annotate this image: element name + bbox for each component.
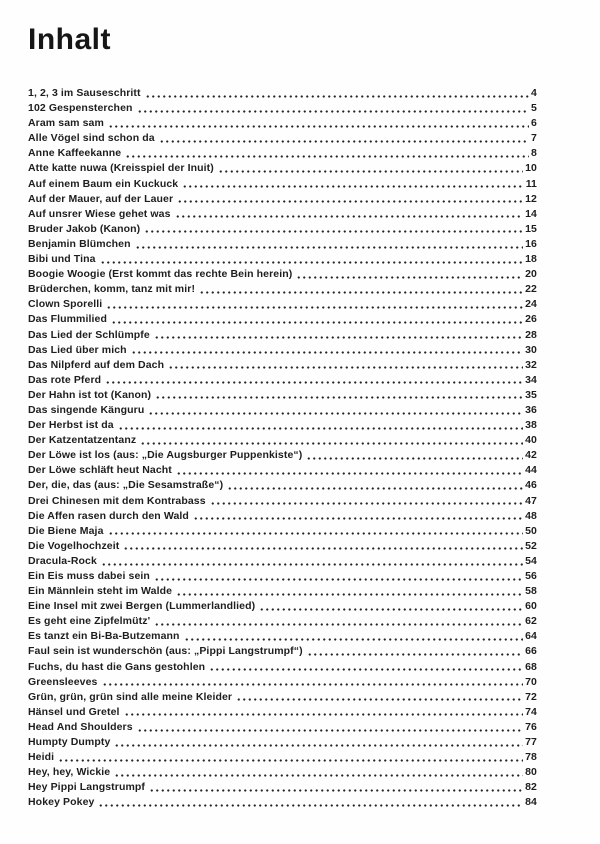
- toc-entry-page: 34: [525, 373, 537, 386]
- toc-entry: [28, 478, 537, 493]
- toc-entry: [28, 146, 537, 161]
- toc-entry-title: Humpty Dumpty: [28, 736, 111, 749]
- toc-entry: [28, 237, 537, 252]
- toc-entry: [28, 116, 537, 131]
- dot-leader: [176, 192, 523, 207]
- toc-entry: [28, 252, 537, 267]
- toc-entry: [28, 433, 537, 448]
- dot-leader: [174, 207, 524, 222]
- toc-entry-page: 56: [525, 570, 537, 582]
- toc-entry: [28, 328, 537, 343]
- toc-entry: [28, 161, 537, 176]
- toc-entry-page: 12: [525, 192, 537, 205]
- toc-entry-page: 54: [525, 554, 537, 567]
- toc-entry-page: 28: [525, 328, 537, 341]
- dot-leader: [144, 86, 529, 101]
- toc-entry-page: 10: [525, 162, 537, 175]
- toc-entry-page: 42: [525, 449, 537, 462]
- toc-entry: [28, 403, 537, 418]
- page-title: Inhalt: [28, 23, 111, 56]
- toc-entry-title: Benjamin Blümchen: [28, 237, 131, 250]
- toc-entry-page: 30: [525, 343, 537, 356]
- dot-leader: [139, 433, 523, 448]
- dot-leader: [154, 388, 523, 403]
- toc-entry-title: Hey Pippi Langstrumpf: [28, 781, 146, 794]
- toc-entry: [28, 343, 537, 358]
- toc-entry-title: Das singende Känguru: [28, 403, 145, 416]
- toc-entry-page: 32: [525, 358, 537, 371]
- toc-entry-title: Der Löwe ist los (aus: „Die Augsburger Puppenkiste“): [28, 449, 303, 462]
- toc-entry-title: 1, 2, 3 im Sauseschritt: [28, 87, 141, 99]
- toc-entry-title: Die Biene Maja: [28, 524, 104, 537]
- toc-entry: [28, 463, 537, 478]
- dot-leader: [101, 675, 524, 690]
- toc-entry-title: Bibi und Tina: [28, 253, 96, 266]
- dot-leader: [153, 569, 523, 584]
- toc-entry-title: Heidi: [28, 751, 55, 764]
- dot-leader: [123, 705, 524, 720]
- toc-entry-page: 80: [525, 766, 537, 779]
- toc-entry: [28, 222, 537, 237]
- toc-entry: [28, 131, 537, 146]
- toc-entry-page: 82: [525, 781, 537, 794]
- toc-entry-page: 84: [525, 796, 537, 809]
- toc-entry-page: 15: [525, 222, 537, 235]
- dot-leader: [113, 765, 523, 780]
- toc-entry-title: Es geht eine Zipfelmütz': [28, 615, 151, 628]
- dot-leader: [192, 509, 523, 524]
- toc-entry-page: 14: [525, 207, 537, 220]
- toc-entry-page: 50: [525, 524, 537, 537]
- toc-entry-page: 35: [525, 388, 537, 401]
- toc-entry-title: Brüderchen, komm, tanz mit mir!: [28, 283, 196, 296]
- dot-leader: [226, 478, 523, 493]
- dot-leader: [181, 177, 523, 192]
- toc-entry-title: Der Hahn ist tot (Kanon): [28, 388, 152, 401]
- dot-leader: [104, 373, 523, 388]
- toc-entry-title: Auf einem Baum ein Kuckuck: [28, 177, 179, 190]
- toc-entry: [28, 373, 537, 388]
- toc-entry-page: 64: [525, 630, 537, 643]
- dot-leader: [107, 524, 524, 539]
- toc-entry-title: Aram sam sam: [28, 117, 104, 130]
- toc-entry-page: 11: [525, 177, 537, 190]
- toc-entry-page: 6: [531, 117, 537, 130]
- toc-entry-page: 5: [531, 102, 537, 115]
- toc-entry: [28, 207, 537, 222]
- toc-entry-title: Boogie Woogie (Erst kommt das rechte Bein herein): [28, 268, 293, 281]
- toc-entry-title: Hey, hey, Wickie: [28, 766, 111, 779]
- toc-entry-page: 74: [525, 705, 537, 718]
- toc-entry-title: Bruder Jakob (Kanon): [28, 222, 141, 235]
- dot-leader: [147, 403, 523, 418]
- toc-entry: [28, 297, 537, 312]
- toc-entry: [28, 720, 537, 735]
- toc-entry-title: Hänsel und Gretel: [28, 705, 120, 718]
- toc-entry: [28, 312, 537, 327]
- toc-entry: [28, 675, 537, 690]
- toc-entry-title: Der Löwe schläft heut Nacht: [28, 464, 172, 477]
- dot-leader: [117, 418, 523, 433]
- toc-list: [28, 86, 537, 811]
- toc-entry-title: Alle Vögel sind schon da: [28, 132, 155, 145]
- toc-entry-page: 24: [525, 298, 537, 311]
- toc-entry: [28, 418, 537, 433]
- toc-entry-page: 8: [531, 147, 537, 160]
- dot-leader: [136, 101, 530, 116]
- toc-entry: [28, 584, 537, 599]
- toc-entry-page: 36: [525, 403, 537, 416]
- toc-entry-title: Eine Insel mit zwei Bergen (Lummerlandlied): [28, 600, 256, 613]
- toc-entry: [28, 192, 537, 207]
- toc-entry: [28, 448, 537, 463]
- toc-entry-title: Das rote Pferd: [28, 373, 102, 386]
- toc-entry-page: 20: [525, 268, 537, 281]
- dot-leader: [136, 720, 523, 735]
- toc-entry-title: Drei Chinesen mit dem Kontrabass: [28, 494, 206, 507]
- toc-entry-title: Faul sein ist wunderschön (aus: „Pippi Langstrumpf“): [28, 645, 303, 658]
- toc-entry-title: Greensleeves: [28, 675, 98, 688]
- toc-entry: [28, 539, 537, 554]
- toc-entry: [28, 765, 537, 780]
- toc-entry-title: Der, die, das (aus: „Die Sesamstraße“): [28, 479, 224, 492]
- dot-leader: [148, 780, 523, 795]
- toc-entry: [28, 358, 537, 373]
- toc-entry-title: Head And Shoulders: [28, 720, 133, 733]
- dot-leader: [105, 297, 523, 312]
- toc-entry-title: 102 Gespensterchen: [28, 102, 133, 115]
- toc-entry-page: 77: [525, 736, 537, 749]
- toc-entry-title: Das Lied über mich: [28, 343, 127, 356]
- toc-entry-page: 46: [525, 479, 537, 492]
- toc-entry-page: 18: [525, 253, 537, 266]
- dot-leader: [158, 131, 529, 146]
- dot-leader: [113, 735, 523, 750]
- toc-entry-page: 70: [525, 675, 537, 688]
- dot-leader: [134, 237, 523, 252]
- toc-entry-title: Das Lied der Schlümpfe: [28, 328, 150, 341]
- dot-leader: [124, 146, 529, 161]
- toc-entry-page: 38: [525, 419, 537, 432]
- dot-leader: [183, 629, 524, 644]
- toc-entry-page: 68: [525, 660, 537, 673]
- dot-leader: [208, 660, 523, 675]
- toc-entry: [28, 780, 537, 795]
- toc-entry: [28, 177, 537, 192]
- toc-entry: [28, 86, 537, 101]
- toc-entry-page: 26: [525, 313, 537, 326]
- toc-entry-title: Ein Eis muss dabei sein: [28, 570, 150, 582]
- dot-leader: [167, 358, 523, 373]
- toc-entry: [28, 614, 537, 629]
- toc-entry: [28, 494, 537, 509]
- toc-entry-page: 22: [525, 283, 537, 296]
- toc-entry: [28, 629, 537, 644]
- dot-leader: [110, 312, 523, 327]
- toc-entry: [28, 690, 537, 705]
- dot-leader: [143, 222, 523, 237]
- toc-entry-page: 48: [525, 509, 537, 522]
- toc-entry-title: Auf unsrer Wiese gehet was: [28, 207, 171, 220]
- dot-leader: [153, 614, 523, 629]
- dot-leader: [107, 116, 529, 131]
- dot-leader: [175, 584, 523, 599]
- toc-entry: [28, 509, 537, 524]
- dot-leader: [97, 795, 523, 810]
- toc-entry: [28, 644, 537, 659]
- toc-entry-page: 72: [525, 690, 537, 703]
- toc-entry-title: Der Herbst ist da: [28, 419, 114, 432]
- dot-leader: [122, 539, 523, 554]
- toc-entry: [28, 267, 537, 282]
- toc-entry-title: Es tanzt ein Bi-Ba-Butzemann: [28, 630, 180, 643]
- toc-entry-page: 4: [531, 87, 537, 99]
- toc-entry-title: Atte katte nuwa (Kreisspiel der Inuit): [28, 162, 214, 175]
- dot-leader: [99, 252, 524, 267]
- toc-entry: [28, 750, 537, 765]
- toc-entry-page: 58: [525, 585, 537, 598]
- toc-entry-page: 40: [525, 434, 537, 447]
- toc-entry: [28, 660, 537, 675]
- toc-entry-title: Die Vogelhochzeit: [28, 539, 120, 552]
- dot-leader: [57, 750, 523, 765]
- toc-entry-page: 60: [525, 600, 537, 613]
- toc-entry-page: 62: [525, 615, 537, 628]
- dot-leader: [235, 690, 523, 705]
- toc-entry: [28, 569, 537, 584]
- toc-entry: [28, 795, 537, 810]
- toc-entry-page: 66: [525, 645, 537, 658]
- toc-entry-title: Grün, grün, grün sind alle meine Kleider: [28, 690, 233, 703]
- toc-entry: [28, 705, 537, 720]
- toc-entry-title: Dracula-Rock: [28, 554, 97, 567]
- toc-entry-page: 7: [531, 132, 537, 145]
- toc-entry: [28, 282, 537, 297]
- dot-leader: [306, 644, 523, 659]
- toc-entry: [28, 101, 537, 116]
- toc-entry-title: Hokey Pokey: [28, 796, 95, 809]
- dot-leader: [175, 463, 523, 478]
- toc-entry: [28, 388, 537, 403]
- toc-entry: [28, 735, 537, 750]
- dot-leader: [153, 328, 523, 343]
- dot-leader: [258, 599, 523, 614]
- toc-entry-title: Das Nilpferd auf dem Dach: [28, 358, 165, 371]
- dot-leader: [209, 494, 523, 509]
- toc-entry-title: Das Flummilied: [28, 313, 108, 326]
- toc-entry: [28, 599, 537, 614]
- toc-entry-title: Der Katzentatzentanz: [28, 434, 137, 447]
- toc-entry: [28, 524, 537, 539]
- dot-leader: [217, 161, 523, 176]
- toc-entry-page: 16: [525, 237, 537, 250]
- toc-entry-page: 78: [525, 751, 537, 764]
- toc-entry: [28, 554, 537, 569]
- toc-entry-title: Clown Sporelli: [28, 298, 103, 311]
- toc-entry-page: 47: [525, 494, 537, 507]
- dot-leader: [305, 448, 523, 463]
- toc-entry-page: 76: [525, 720, 537, 733]
- toc-entry-page: 44: [525, 464, 537, 477]
- dot-leader: [295, 267, 523, 282]
- toc-entry-title: Anne Kaffeekanne: [28, 147, 122, 160]
- toc-entry-page: 52: [525, 539, 537, 552]
- toc-entry-title: Ein Männlein steht im Walde: [28, 585, 173, 598]
- toc-entry-title: Auf der Mauer, auf der Lauer: [28, 192, 174, 205]
- dot-leader: [130, 343, 523, 358]
- toc-entry-title: Die Affen rasen durch den Wald: [28, 509, 189, 522]
- dot-leader: [100, 554, 523, 569]
- toc-entry-title: Fuchs, du hast die Gans gestohlen: [28, 660, 206, 673]
- dot-leader: [198, 282, 523, 297]
